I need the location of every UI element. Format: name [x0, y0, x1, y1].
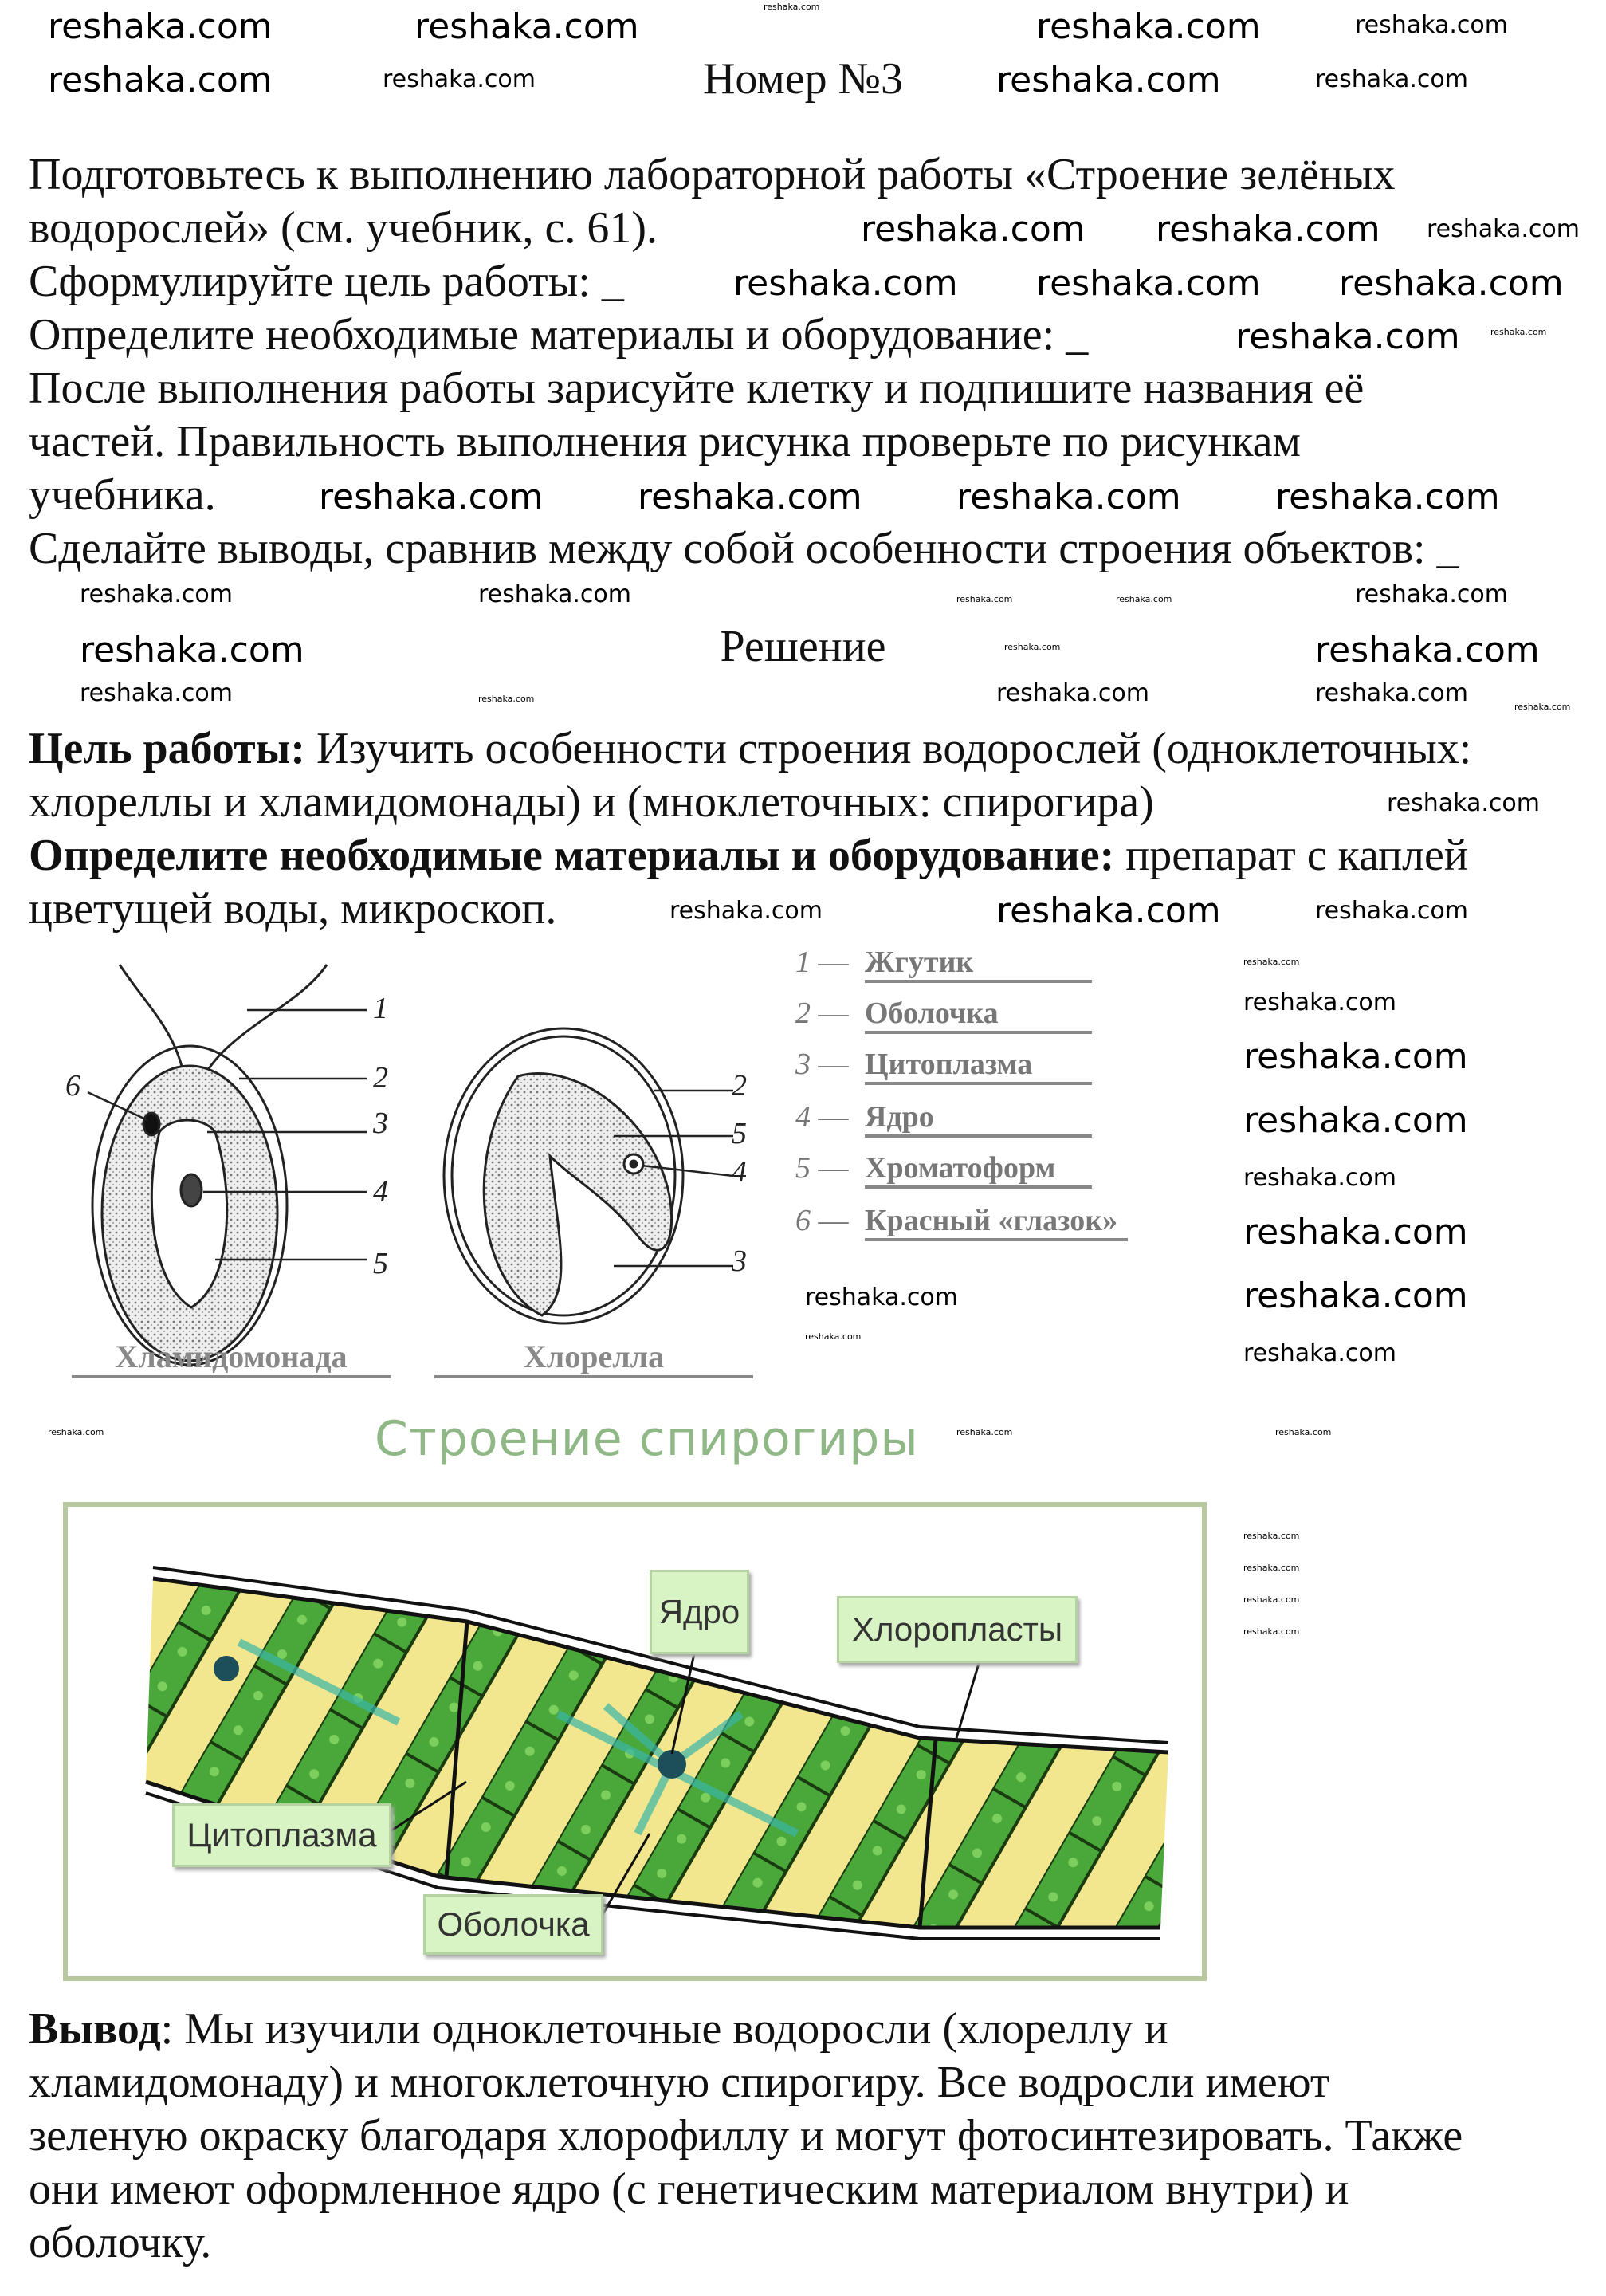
- watermark: reshaka.com: [1490, 327, 1547, 337]
- watermark: reshaka.com: [80, 580, 233, 608]
- watermark: reshaka.com: [1275, 477, 1500, 517]
- label-cytoplasm: Цитоплазма: [172, 1803, 391, 1867]
- watermark: reshaka.com: [48, 6, 273, 47]
- watermark: reshaka.com: [956, 594, 1013, 604]
- watermark: reshaka.com: [1243, 1212, 1468, 1252]
- materials-label: Определите необходимые материалы и оборудование:: [29, 831, 1115, 880]
- label-number: 2: [373, 1061, 388, 1095]
- legend-item: 6 — Красный «глазок»: [795, 1203, 849, 1238]
- solution-heading: Решение: [720, 622, 886, 671]
- legend-item: 5 — Хроматоформ: [795, 1150, 849, 1185]
- goal-line-2: хлореллы и хламидомонады) и (мноклеточных: спирогира): [29, 777, 1154, 827]
- watermark: reshaka.com: [478, 694, 535, 704]
- label-number: 3: [373, 1107, 388, 1140]
- caption-chlamydomonas: Хламидомонада: [72, 1338, 391, 1378]
- watermark: reshaka.com: [1243, 1276, 1468, 1316]
- watermark: reshaka.com: [669, 897, 823, 925]
- watermark: reshaka.com: [1004, 642, 1061, 652]
- watermark: reshaka.com: [1243, 1626, 1300, 1637]
- legend-text: Жгутик: [865, 945, 1092, 983]
- watermark: reshaka.com: [80, 679, 233, 707]
- label-number: 1: [373, 992, 388, 1025]
- watermark: reshaka.com: [1275, 1427, 1332, 1437]
- watermark: reshaka.com: [1243, 1563, 1300, 1573]
- task-line: Подготовьтесь к выполнению лабораторной работы «Строение зелёных: [29, 150, 1396, 199]
- materials-text: препарат с каплей: [1114, 831, 1468, 880]
- legend-number: 4: [795, 1100, 811, 1134]
- conclusion-line: оболочку.: [29, 2218, 212, 2267]
- watermark: reshaka.com: [638, 477, 862, 517]
- spirogyra-title: Строение спирогиры: [375, 1411, 919, 1467]
- watermark: reshaka.com: [1355, 580, 1508, 608]
- legend-text: Хроматоформ: [865, 1150, 1092, 1189]
- chlamydomonas-drawing: [88, 965, 367, 1365]
- legend-text: Цитоплазма: [865, 1047, 1092, 1085]
- legend-text: Красный «глазок»: [865, 1203, 1128, 1241]
- page-title: Номер №3: [702, 54, 904, 104]
- chlorella-drawing: [444, 1028, 733, 1323]
- watermark: reshaka.com: [1243, 1594, 1300, 1605]
- conclusion-line: они имеют оформленное ядро (с генетическим материалом внутри) и: [29, 2164, 1349, 2214]
- watermark: reshaka.com: [1243, 1164, 1396, 1192]
- task-line: частей. Правильность выполнения рисунка проверьте по рисункам: [29, 417, 1301, 466]
- watermark: reshaka.com: [1315, 630, 1540, 670]
- label-number: 2: [732, 1069, 747, 1103]
- watermark: reshaka.com: [733, 263, 958, 304]
- watermark: reshaka.com: [1036, 6, 1261, 47]
- watermark: reshaka.com: [805, 1284, 958, 1311]
- legend-item: 4 — Ядро: [795, 1099, 849, 1134]
- goal-label: Цель работы:: [29, 724, 305, 773]
- conclusion-label: Вывод: [29, 2004, 161, 2054]
- watermark: reshaka.com: [1243, 1531, 1300, 1541]
- legend-number: 6: [795, 1204, 811, 1237]
- task-line: Определите необходимые материалы и оборудование: _: [29, 310, 1089, 360]
- legend-number: 3: [795, 1048, 811, 1081]
- legend-number: 1: [795, 946, 811, 979]
- watermark: reshaka.com: [996, 60, 1221, 100]
- watermark: reshaka.com: [414, 6, 639, 47]
- watermark: reshaka.com: [1243, 1100, 1468, 1141]
- watermark: reshaka.com: [1235, 316, 1460, 357]
- label-nucleus: Ядро: [650, 1570, 749, 1654]
- task-line: Сделайте выводы, сравнив между собой особенности строения объектов: _: [29, 524, 1459, 573]
- label-cell-wall: Оболочка: [423, 1894, 603, 1955]
- watermark: reshaka.com: [80, 630, 304, 670]
- watermark: reshaka.com: [1339, 263, 1564, 304]
- task-line: Сформулируйте цель работы: _: [29, 257, 624, 306]
- task-line: учебника.: [29, 470, 216, 520]
- watermark: reshaka.com: [1315, 65, 1468, 93]
- watermark: reshaka.com: [1355, 11, 1508, 39]
- legend-item: 1 — Жгутик: [795, 945, 849, 980]
- watermark: reshaka.com: [1243, 1036, 1468, 1077]
- legend-item: 3 — Цитоплазма: [795, 1047, 849, 1082]
- materials-line-2: цветущей воды, микроскоп.: [29, 884, 557, 934]
- watermark: reshaka.com: [1315, 679, 1468, 707]
- label-number: 5: [732, 1117, 747, 1150]
- legend-item: 2 — Оболочка: [795, 996, 849, 1031]
- conclusion-text: : Мы изучили одноклеточные водоросли (хлореллу и: [160, 2004, 1168, 2054]
- legend-text: Ядро: [865, 1099, 1092, 1138]
- task-line: После выполнения работы зарисуйте клетку и подпишите названия её: [29, 364, 1365, 413]
- label-number: 5: [373, 1247, 388, 1280]
- conclusion-line: зеленую окраску благодаря хлорофиллу и могут фотосинтезировать. Также: [29, 2111, 1463, 2160]
- label-number: 6: [65, 1069, 80, 1103]
- watermark: reshaka.com: [1387, 789, 1540, 817]
- watermark: reshaka.com: [1243, 957, 1300, 967]
- conclusion-line: хламидомонаду) и многоклеточную спирогиру. Все водросли имеют: [29, 2058, 1330, 2107]
- watermark: reshaka.com: [861, 209, 1086, 250]
- watermark: reshaka.com: [1243, 989, 1396, 1016]
- watermark: reshaka.com: [764, 2, 820, 12]
- watermark: reshaka.com: [383, 65, 536, 93]
- legend-number: 2: [795, 997, 811, 1030]
- watermark: reshaka.com: [996, 679, 1149, 707]
- watermark: reshaka.com: [48, 1427, 104, 1437]
- task-line: водорослей» (см. учебник, с. 61).: [29, 203, 658, 253]
- watermark: reshaka.com: [805, 1331, 862, 1342]
- label-number: 3: [732, 1244, 747, 1278]
- watermark: reshaka.com: [1514, 702, 1571, 712]
- label-number: 4: [732, 1155, 747, 1189]
- watermark: reshaka.com: [319, 477, 544, 517]
- watermark: reshaka.com: [956, 477, 1181, 517]
- watermark: reshaka.com: [996, 890, 1221, 931]
- legend-text: Оболочка: [865, 996, 1092, 1034]
- watermark: reshaka.com: [1243, 1339, 1396, 1367]
- watermark: reshaka.com: [956, 1427, 1013, 1437]
- conclusion-line: [29, 2003, 1168, 2056]
- label-chloroplasts: Хлоропласты: [837, 1596, 1078, 1663]
- watermark: reshaka.com: [1156, 209, 1380, 250]
- caption-chlorella: Хлорелла: [434, 1338, 753, 1378]
- label-number: 4: [373, 1175, 388, 1209]
- watermark: reshaka.com: [1315, 897, 1468, 925]
- watermark: reshaka.com: [48, 60, 273, 100]
- goal-text: Изучить особенности строения водорослей (одноклеточных:: [305, 724, 1472, 773]
- watermark: reshaka.com: [1036, 263, 1261, 304]
- legend-number: 5: [795, 1151, 811, 1185]
- watermark: reshaka.com: [1116, 594, 1172, 604]
- watermark: reshaka.com: [478, 580, 631, 608]
- watermark: reshaka.com: [1427, 215, 1580, 243]
